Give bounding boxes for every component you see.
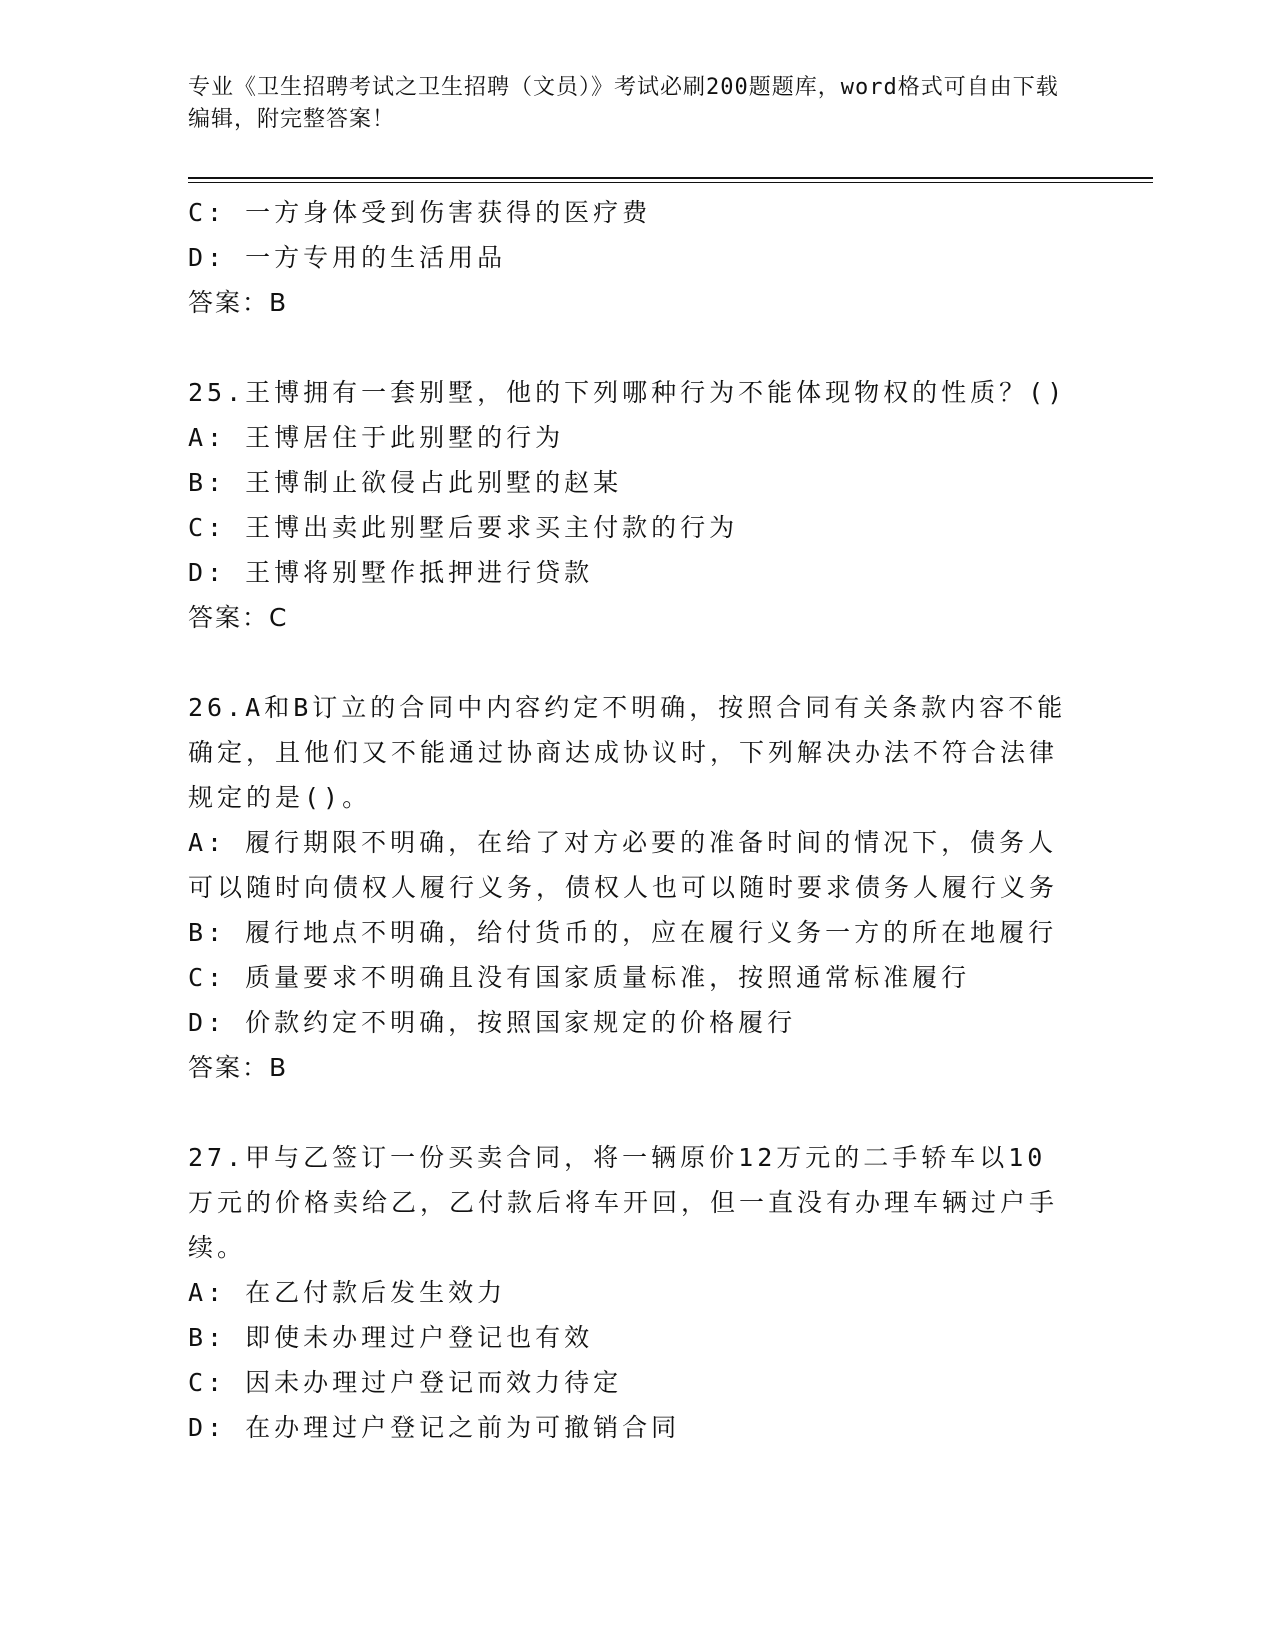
q26-option-d: D: 价款约定不明确，按照国家规定的价格履行 (188, 1008, 797, 1037)
question-25-stem: 25.王博拥有一套别墅，他的下列哪种行为不能体现物权的性质？() (188, 378, 1067, 407)
q27-option-b: B: 即使未办理过户登记也有效 (188, 1323, 594, 1352)
document-body (188, 190, 1068, 1450)
question-26-stem: 26.A和B订立的合同中内容约定不明确，按照合同有关条款内容不能确定，且他们又不能通过协商达成协议时，下列解决办法不符合法律规定的是()。 (188, 693, 1067, 812)
answer-label: 答案：B (188, 288, 289, 317)
q26-answer: 答案：B (188, 1053, 289, 1082)
q27-option-c: C: 因未办理过户登记而效力待定 (188, 1368, 623, 1397)
page-header: 专业《卫生招聘考试之卫生招聘（文员）》考试必刷200题题库，word格式可自由下载编辑，附完整答案！ (188, 75, 1059, 132)
q27-option-a: A: 在乙付款后发生效力 (188, 1278, 507, 1307)
q25-option-a: A: 王博居住于此别墅的行为 (188, 423, 565, 452)
q26-option-c: C: 质量要求不明确且没有国家质量标准，按照通常标准履行 (188, 963, 971, 992)
q26-option-b: B: 履行地点不明确，给付货币的，应在履行义务一方的所在地履行 (188, 918, 1058, 947)
q27-option-d: D: 在办理过户登记之前为可撤销合同 (188, 1413, 681, 1442)
option-d: D: 一方专用的生活用品 (188, 243, 507, 272)
header-divider-thick (188, 177, 1153, 179)
q26-option-a: A: 履行期限不明确，在给了对方必要的准备时间的情况下，债务人可以随时向债权人履行义务，债权人也可以随时要求债务人履行义务 (188, 828, 1059, 902)
header-divider-thin (188, 182, 1153, 183)
q25-option-c: C: 王博出卖此别墅后要求买主付款的行为 (188, 513, 739, 542)
q25-answer: 答案：C (188, 603, 289, 632)
q25-option-b: B: 王博制止欲侵占此别墅的赵某 (188, 468, 623, 497)
question-27-stem: 27.甲与乙签订一份买卖合同，将一辆原价12万元的二手轿车以10万元的价格卖给乙，乙付款后将车开回，但一直没有办理车辆过户手续。 (188, 1143, 1059, 1262)
q25-option-d: D: 王博将别墅作抵押进行贷款 (188, 558, 594, 587)
option-c: C: 一方身体受到伤害获得的医疗费 (188, 198, 652, 227)
